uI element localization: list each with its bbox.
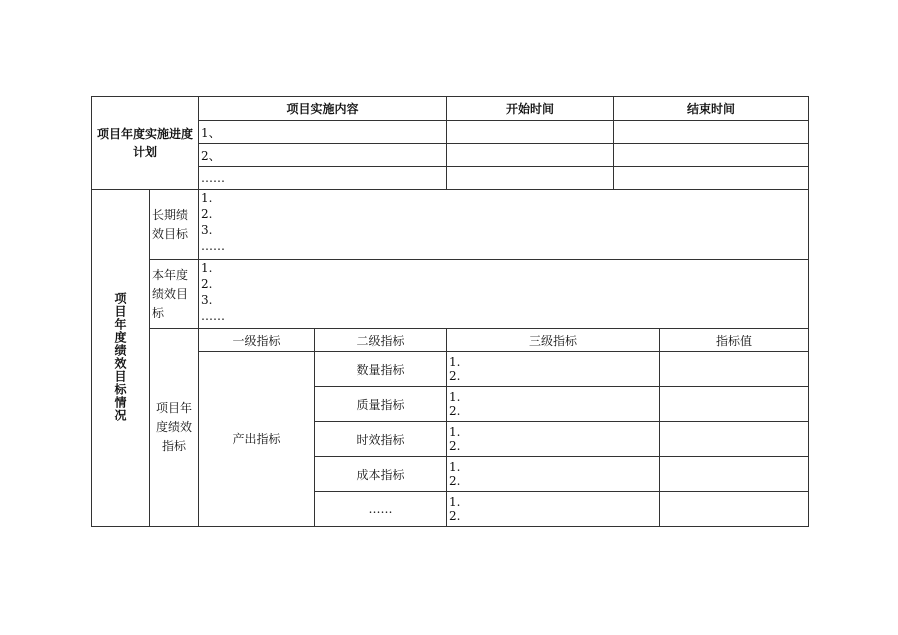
schedule-row-end (614, 121, 809, 144)
schedule-row-content: …… (199, 167, 447, 190)
schedule-row-end (614, 144, 809, 167)
annual-goal-label: 本年度绩效目标 (150, 260, 199, 329)
level2-cost: 成本指标 (315, 457, 447, 492)
level3-items: 1. 2. (447, 387, 660, 422)
long-term-goal-items: 1. 2. 3. …… (199, 190, 809, 260)
performance-form-table (91, 96, 809, 527)
schedule-row-content: 1、 (199, 121, 447, 144)
header-end-time: 结束时间 (614, 97, 809, 121)
schedule-row-content: 2、 (199, 144, 447, 167)
goals-label: 项目年度绩效目标情况 (92, 190, 150, 527)
indicators-label: 项目年度绩效指标 (150, 329, 199, 527)
level3-items: 1. 2. (447, 422, 660, 457)
indicator-value (660, 422, 809, 457)
indicator-value (660, 352, 809, 387)
annual-goal-items: 1. 2. 3. …… (199, 260, 809, 329)
header-value: 指标值 (660, 329, 809, 352)
header-level1: 一级指标 (199, 329, 315, 352)
header-content: 项目实施内容 (199, 97, 447, 121)
indicator-value (660, 457, 809, 492)
long-term-goal-label: 长期绩效目标 (150, 190, 199, 260)
level3-items: 1. 2. (447, 492, 660, 527)
schedule-row-start (447, 121, 614, 144)
level3-items: 1. 2. (447, 352, 660, 387)
header-level2: 二级指标 (315, 329, 447, 352)
level2-quality: 质量指标 (315, 387, 447, 422)
schedule-row-start (447, 167, 614, 190)
indicator-value (660, 492, 809, 527)
level2-more: …… (315, 492, 447, 527)
level3-items: 1. 2. (447, 457, 660, 492)
level2-quantity: 数量指标 (315, 352, 447, 387)
header-level3: 三级指标 (447, 329, 660, 352)
indicator-value (660, 387, 809, 422)
level1-output: 产出指标 (199, 352, 315, 527)
schedule-label: 项目年度实施进度计划 (92, 97, 199, 190)
header-start-time: 开始时间 (447, 97, 614, 121)
schedule-row-end (614, 167, 809, 190)
schedule-row-start (447, 144, 614, 167)
level2-timeliness: 时效指标 (315, 422, 447, 457)
